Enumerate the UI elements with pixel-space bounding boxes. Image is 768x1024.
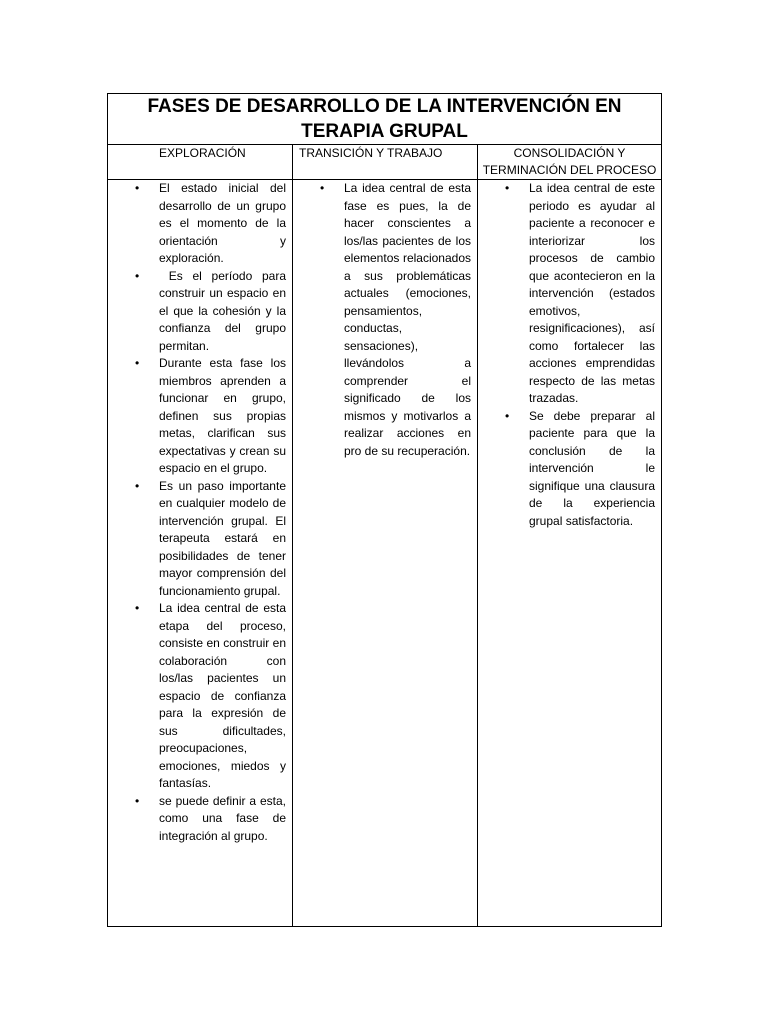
exploracion-list — [108, 180, 292, 845]
title-row — [108, 94, 662, 145]
bullet-icon: • — [505, 408, 510, 423]
transicion-list — [293, 180, 477, 460]
header-transicion: TRANSICIÓN Y TRABAJO — [293, 145, 478, 180]
list-item: • Se debe preparar al paciente para que la conclusión de la intervención le signifique una clausura de la experiencia grupal satisfactoria. — [505, 408, 655, 528]
table-title: FASES DE DESARROLLO DE LA INTERVENCIÓN EN TERAPIA GRUPAL — [108, 94, 662, 145]
list-item: • La idea central de este periodo es ayudar al paciente a reconocer e interiorizar los procesos de cambio que acontecieron en la intervención (estados emotivos, resignificaciones), así como fortalecer las acciones emprendidas respecto de las metas trazadas. — [505, 181, 655, 405]
column-transicion — [293, 180, 478, 927]
bullet-icon: • — [135, 268, 140, 283]
consolidacion-list — [478, 180, 661, 530]
content-row — [108, 180, 662, 927]
header-consolidacion: CONSOLIDACIÓN Y TERMINACIÓN DEL PROCESO — [478, 145, 662, 180]
header-row — [108, 145, 662, 180]
list-item: • Es el período para construir un espacio en el que la cohesión y la confianza del grupo permitan. — [135, 268, 290, 353]
list-item: • La idea central de esta etapa del proceso, consiste en construir en colaboración con los/las pacientes un espacio de confianza para la expresión de sus dificultades, preocupaciones, emociones, miedos y fantasías. — [135, 601, 286, 790]
bullet-icon: • — [135, 181, 140, 195]
list-item: • El estado inicial del desarrollo de un grupo es el momento de la orientación y exploración. — [135, 181, 286, 265]
bullet-icon: • — [320, 181, 325, 195]
list-item: • Durante esta fase los miembros aprenden a funcionar en grupo, definen sus propias metas, clarifican sus expectativas y crean su espacio en el grupo. — [135, 356, 286, 475]
list-item: • La idea central de esta fase es pues, la de hacer conscientes a los/las pacientes de los elementos relacionados a sus problemáticas actuales (emociones, pensamientos, conductas, sensaciones), llevándolos a comprender el significado de los mismos y motivarlos a realizar acciones en pro de su recuperación. — [320, 181, 471, 458]
bullet-icon: • — [135, 601, 140, 615]
list-item: • Es un paso importante en cualquier modelo de intervención grupal. El terapeuta estará en posibilidades de tener mayor comprensión del funcionamiento grupal. — [135, 478, 286, 598]
phases-table — [107, 93, 662, 927]
column-exploracion — [108, 180, 293, 927]
column-consolidacion — [478, 180, 662, 927]
bullet-icon: • — [135, 356, 140, 370]
bullet-icon: • — [505, 181, 510, 195]
list-item: • se puede definir a esta, como una fase de integración al grupo. — [135, 793, 286, 843]
header-exploracion: EXPLORACIÓN — [108, 145, 293, 180]
bullet-icon: • — [135, 478, 140, 493]
bullet-icon: • — [135, 793, 140, 808]
